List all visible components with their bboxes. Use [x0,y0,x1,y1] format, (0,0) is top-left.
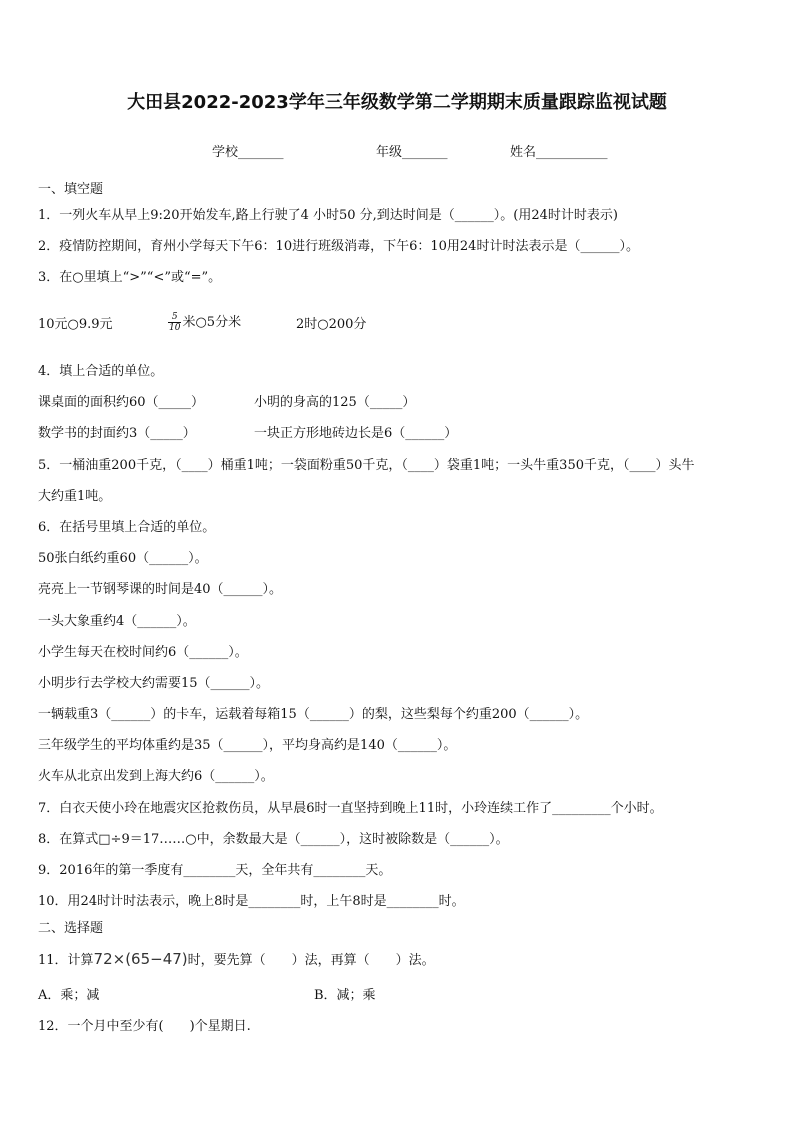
grade-field: 年级_______ [376,145,448,160]
school-field: 学校_______ [212,145,284,160]
q4-item-b: 小明的身高的125（_____） [254,395,416,410]
q11-expression: 72×(65−47) [93,950,188,968]
question-10: 10．用24时计时法表示，晚上8时是________时，上午8时是________时。 [38,894,465,909]
section-fill-blanks: 一、填空题 [38,182,104,197]
q6-item: 50张白纸约重60（______）。 [38,551,208,566]
q11-option-b: B．减；乘 [314,988,376,1003]
q3-item-b-text: 米○5分米 [182,315,242,330]
q11-suffix: 时，要先算（ ）法，再算（ ）法。 [187,953,435,968]
question-6: 6．在括号里填上合适的单位。 [38,520,216,535]
q3-item-a: 10元○9.9元 [38,317,113,332]
q6-item: 亮亮上一节钢琴课的时间是40（______）。 [38,582,283,597]
question-5-cont: 大约重1吨。 [38,489,112,504]
q11-prefix: 11．计算 [38,953,94,968]
q3-item-b [168,312,241,333]
question-12: 12．一个月中至少有( )个星期日. [38,1019,251,1034]
question-4: 4．填上合适的单位。 [38,364,164,379]
q6-item: 火车从北京出发到上海大约6（______）。 [38,769,274,784]
q6-item: 小学生每天在校时间约6（______）。 [38,645,248,660]
q4-item-c: 数学书的封面约3（_____） [38,426,196,441]
question-2: 2．疫情防控期间，育州小学每天下午6：10进行班级消毒，下午6：10用24时计时法表示是（______）。 [38,239,639,254]
question-1: 1．一列火车从早上9:20开始发车,路上行驶了4 小时50 分,到达时间是（______）。(用24时计时表示) [38,208,618,223]
q6-item: 小明步行去学校大约需要15（______）。 [38,676,270,691]
q4-item-d: 一块正方形地砖边长是6（______） [254,426,458,441]
q4-item-a: 课桌面的面积约60（_____） [38,395,205,410]
section-multiple-choice: 二、选择题 [38,921,104,936]
question-5: 5．一桶油重200千克，（____）桶重1吨；一袋面粉重50千克，（____）袋重1吨；一头牛重350千克，（____）头牛 [38,458,695,473]
fraction-denominator: 10 [169,323,181,333]
name-field: 姓名___________ [510,145,608,160]
question-9: 9．2016年的第一季度有________天，全年共有________天。 [38,863,392,878]
page-title: 大田县2022-2023学年三年级数学第二学期期末质量跟踪监视试题 [127,92,667,113]
q3-item-c: 2时○200分 [296,317,367,332]
q6-item: 一辆载重3（______）的卡车，运载着每箱15（______）的梨，这些梨每个约重200（______）。 [38,707,589,722]
fraction-numerator: 5 [168,312,181,323]
q6-item: 一头大象重约4（______）。 [38,614,196,629]
question-7: 7．白衣天使小玲在地震灾区抢救伤员，从早晨6时一直坚持到晚上11时，小玲连续工作了_________个小时。 [38,801,663,816]
q11-option-a: A．乘；减 [38,988,100,1003]
question-3: 3．在○里填上“>”“<”或“=”。 [38,270,222,285]
question-8: 8．在算式□÷9＝17……○中，余数最大是（______），这时被除数是（______）。 [38,832,509,847]
q6-item: 三年级学生的平均体重约是35（______），平均身高约是140（______）。 [38,738,457,753]
fraction [168,312,181,333]
question-11 [38,950,435,970]
